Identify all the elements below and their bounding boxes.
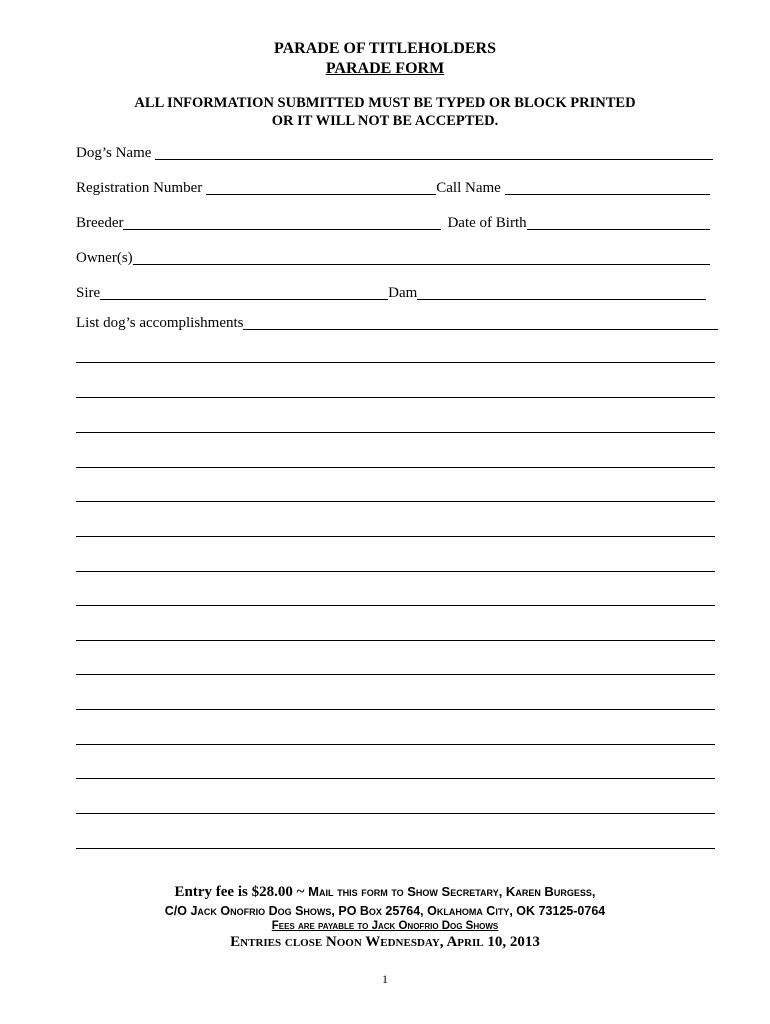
entry-fee-line bbox=[0, 884, 770, 901]
dogs-name-label: Dog’s Name bbox=[76, 145, 152, 161]
accomplishments-label: List dog’s accomplishments bbox=[76, 315, 244, 331]
mailing-address: C/O Jack Onofrio Dog Shows, PO Box 25764, Oklahoma City, OK 73125-0764 bbox=[164, 904, 606, 918]
accomplishments-blank[interactable] bbox=[243, 328, 718, 330]
accomplishment-line[interactable] bbox=[76, 467, 715, 468]
date-of-birth-label: Date of Birth bbox=[447, 215, 527, 231]
accomplishment-line[interactable] bbox=[76, 501, 715, 502]
accomplishment-line[interactable] bbox=[76, 778, 715, 779]
accomplishment-line[interactable] bbox=[76, 813, 715, 814]
notice-line-2: OR IT WILL NOT BE ACCEPTED. bbox=[271, 113, 499, 129]
accomplishment-line[interactable] bbox=[76, 848, 715, 849]
notice-line-1: ALL INFORMATION SUBMITTED MUST BE TYPED OR BLOCK PRINTED bbox=[134, 95, 636, 111]
sire-label: Sire bbox=[76, 285, 101, 301]
dam-blank[interactable] bbox=[417, 298, 706, 300]
accomplishment-line[interactable] bbox=[76, 640, 715, 641]
breeder-label: Breeder bbox=[76, 215, 124, 231]
call-name-blank[interactable] bbox=[505, 193, 710, 195]
accomplishment-line[interactable] bbox=[76, 744, 715, 745]
entry-fee: Entry fee is $28.00 ~ bbox=[174, 884, 309, 900]
call-name-label: Call Name bbox=[436, 180, 501, 196]
accomplishment-line[interactable] bbox=[76, 432, 715, 433]
accomplishment-line[interactable] bbox=[76, 674, 715, 675]
entries-close: Entries close Noon Wednesday, April 10, 2013 bbox=[230, 934, 540, 950]
accomplishment-line[interactable] bbox=[76, 397, 715, 398]
form-subtitle: PARADE FORM bbox=[325, 60, 445, 77]
owners-field bbox=[76, 247, 710, 269]
fees-payable: Fees are payable to Jack Onofrio Dog Shows bbox=[271, 920, 499, 932]
accomplishment-line[interactable] bbox=[76, 536, 715, 537]
sire-dam-row bbox=[76, 282, 706, 304]
page-number: 1 bbox=[382, 972, 388, 986]
date-of-birth-blank[interactable] bbox=[527, 228, 710, 230]
owners-blank[interactable] bbox=[133, 263, 710, 265]
registration-number-label: Registration Number bbox=[76, 180, 203, 196]
mail-instructions: Mail this form to Show Secretary, Karen Burgess, bbox=[308, 884, 596, 899]
registration-row bbox=[76, 177, 710, 199]
breeder-row bbox=[76, 212, 710, 234]
dogs-name-field bbox=[76, 142, 713, 164]
owners-label: Owner(s) bbox=[76, 250, 133, 266]
accomplishment-line[interactable] bbox=[76, 605, 715, 606]
dam-label: Dam bbox=[388, 285, 418, 301]
accomplishments-field bbox=[76, 312, 718, 334]
dogs-name-blank[interactable] bbox=[155, 158, 713, 160]
registration-number-blank[interactable] bbox=[206, 193, 436, 195]
accomplishment-line[interactable] bbox=[76, 362, 715, 363]
sire-blank[interactable] bbox=[100, 298, 388, 300]
breeder-blank[interactable] bbox=[123, 228, 441, 230]
accomplishment-line[interactable] bbox=[76, 571, 715, 572]
accomplishment-line[interactable] bbox=[76, 709, 715, 710]
form-title: PARADE OF TITLEHOLDERS bbox=[274, 40, 496, 57]
